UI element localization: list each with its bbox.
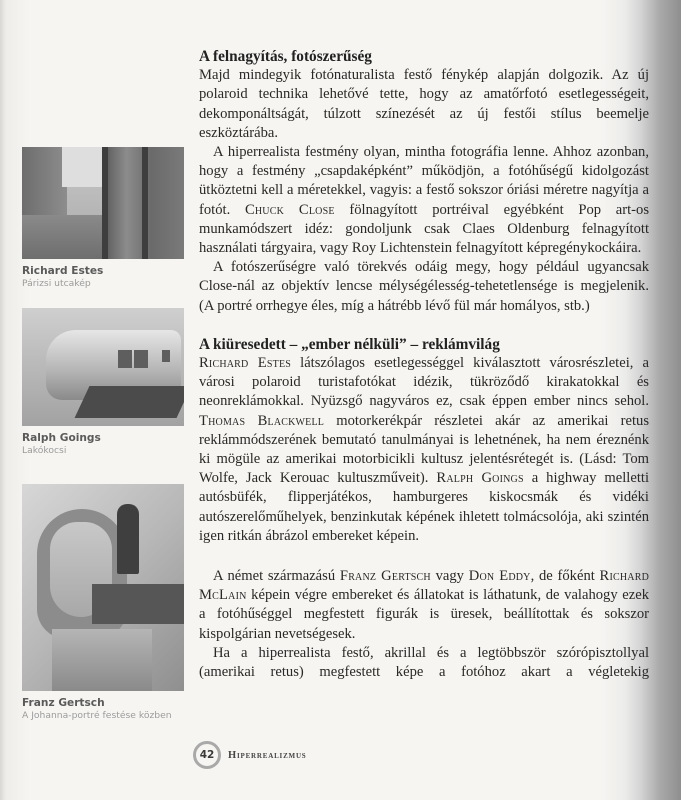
paragraph: Ha a hiperrealista festő, akrillal és a legtöbbször szórópisztollyal (amerikai retus) megfestett képe a fotóhoz akart a végletekig [199,644,649,681]
figure-goings [22,308,184,457]
artist-name: Richard McLain [199,568,650,604]
artist-name: Thomas Blackwell [199,412,325,429]
figure-title: Párizsi utcakép [22,278,91,289]
street-photo [22,147,184,259]
artist-name: Franz Gertsch [339,568,431,585]
paragraph: Richard Estes látszólagos esetlegességgel kiválasztott városrészletei, a városi polaroid turistafotókat idézik, tükröződő kirakatokkal és neonreklámokkal. Nyüzsgő nagyváros ez, csak éppen ember nincs sehol. Thomas Blackwell motorkerékpár részletei akár az amerikai retus reklámmódszerének bemutató tanulmányai is lehetnének, ha nem éreznénk ki mögüle az amerikai motorbicikli kultusz jelentésrétegét is. (Lásd: Tom Wolfe, Jack Kerouac kultuszműveit). Ralph Goings a highway melletti autósbüfék, flipperjátékos, hamburgeres kiskocsmák és vidéki autószerelőműhelyek, benzinkutak képének ihletett tolmácsolója, aki szintén igen ritkán ábrázol embereket képein. [199,355,650,544]
page-number: 42 [193,741,221,769]
portrait-photo [22,484,184,691]
paragraph: Majd mindegyik fotónaturalista festő fénykép alapján dolgozik. Az új polaroid technika lehetővé tette, hogy az amatőrfotó esetlegességeit, dekomponáltságát, túlzott színezését az új festői stílus beemelje eszköztárába. [199,67,649,141]
figure-artist: Franz Gertsch [22,697,105,709]
main-text [199,47,649,682]
figure-title: A Johanna-portré festése közben [22,710,172,721]
paragraph: A hiperrealista festmény olyan, mintha fotográfia lenne. Ahhoz azonban, hogy a festmény „csapdaképként” működjön, a fotóhűségű kidolgozást ütköztetni kell a méretekkel, vagyis: a festő sokszor óriási méretre nagyítja a fotót. Chuck Close fölnagyított portréival egyébként Pop art-os munkamódszert idéz: gondoljunk csak Claes Oldenburg felnagyított használati tárgyaira, vagy Roy Lichtenstein felnagyított képregénykockáira. [199,144,649,257]
artist-name: Don Eddy [468,568,531,585]
figure-gertsch [22,484,184,722]
paragraph: A német származású Franz Gertsch vagy Don Eddy, de főként Richard McLain képein végre embereket és állatokat is láthatunk, de valahogy ezek a fotóhűséggel megfestett figurák is üresek, beállítottak és sokszor kispolgárian nevetségesek. [199,568,650,642]
figure-title: Lakókocsi [22,445,67,456]
artist-name: Ralph Goings [436,470,524,487]
artist-name: Chuck Close [244,201,335,218]
page-footer [193,741,307,769]
section-heading: A kiüresedett – „ember nélküli” – reklámvilág [199,335,500,353]
figure-artist: Richard Estes [22,265,104,277]
figure-estes [22,147,184,290]
paragraph: A fotószerűségre való törekvés odáig megy, hogy például ugyancsak Close-nál az objektív lencse mélységélesség-tehetetlensége is megjelenik. (A portré orrhegye éles, míg a hátrébb lévő fül már homályos, stb.) [199,259,649,314]
figure-artist: Ralph Goings [22,432,101,444]
trailer-photo [22,308,184,426]
section-heading: A felnagyítás, fotószerűség [199,48,372,65]
running-head: Hiperrealizmus [228,749,307,761]
artist-name: Richard Estes [199,355,292,372]
